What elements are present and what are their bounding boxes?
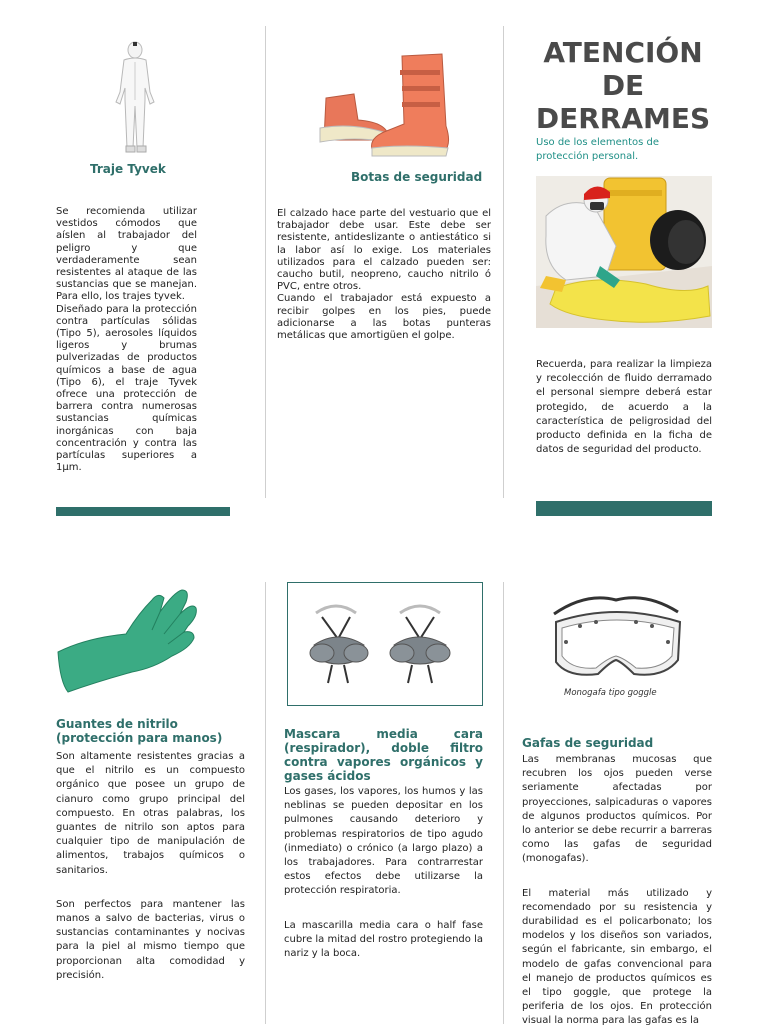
respirator-image: [287, 582, 483, 706]
nitrile-glove-image: [56, 586, 198, 698]
safety-boots-image: [314, 48, 456, 158]
goggles-image: [546, 582, 688, 686]
goggles-paragraph-2: El material más utilizado y recomendado por su resistencia y durabilidad es el policarbonato; los modelos y los diseños son variados, según el fabricante, sin embargo, el modelo de gafas convencional para el manejo de productos químicos es el tipo goggle, que protege la periferia de los ojos. En protección visual la norma para las gafas es la: [522, 887, 712, 1027]
cover-subtitle: Uso de los elementos de protección personal.: [536, 137, 660, 162]
cover-note: Recuerda, para realizar la limpieza y recolección de fluido derramado el personal siempre deberá estar protegido, de acuerdo a la característica de peligrosidad del producto definida en la ficha de datos de seguridad del producto.: [536, 359, 712, 456]
tyvek-text: [56, 206, 197, 474]
cover-title-line-2: DE: [601, 69, 645, 102]
cover-title-line-1: ATENCIÓN: [543, 36, 703, 69]
boots-text: [277, 208, 491, 342]
boots-title: Botas de seguridad: [351, 170, 483, 184]
tyvek-title: Traje Tyvek: [90, 162, 166, 176]
boots-paragraph-2: Cuando el trabajador está expuesto a recibir golpes en los pies, puede adicionarse a las botas punteras metálicas que amortigüen el golpe.: [277, 293, 491, 342]
goggles-paragraph-1: Las membranas mucosas que recubren los ojos pueden verse seriamente afectadas por proyecciones, salpicaduras o vapores de algunos productos químicos. Por lo anterior se debe recurrir a barreras como las gafas de seguridad (monogafas).: [522, 754, 712, 865]
gloves-title: Guantes de nitrilo (protección para manos): [56, 717, 223, 745]
column-divider-1: [265, 26, 266, 498]
tyvek-suit-image: [110, 40, 160, 156]
column-divider-3: [265, 582, 266, 1024]
gloves-paragraph-1: Son altamente resistentes gracias a que el nitrilo es un compuesto orgánico que posee un grupo de cianuro como grupo principal del compuesto. En otras palabras, los guantes de nitrilo son aptos para cualquier tipo de manipulación de alimentos, trabajos químicos o sanitarios.: [56, 751, 245, 876]
gloves-paragraph-2: Son perfectos para mantener las manos a salvo de bacterias, virus o sustancias contaminantes y nocivas para la piel al mismo tiempo que proporcionan alta comodidad y precisión.: [56, 898, 245, 981]
cover-title-line-3: DERRAMES: [535, 102, 711, 135]
tyvek-paragraph-1: Se recomienda utilizar vestidos cómodos que aíslen al trabajador del peligro y que verdaderamente sean resistentes al ataque de las sustancias que se manejan. Para ello, los trajes tyvek.: [56, 206, 197, 303]
column-divider-4: [503, 582, 504, 1024]
respirator-title: Mascara media cara (respirador), doble filtro contra vapores orgánicos y gases ácidos: [284, 727, 483, 783]
tyvek-accent-bar: [56, 507, 230, 516]
cover-title: [520, 36, 726, 135]
gloves-text: [56, 750, 245, 983]
cover-accent-bar: [536, 501, 712, 516]
boots-paragraph-1: El calzado hace parte del vestuario que el trabajador debe usar. Este debe ser resistente, antideslizante o antiestático si la labor así lo exige. Los materiales utilizados para el calzado pueden ser: caucho butil, neopreno, caucho nitrilo ó PVC, entre otros.: [277, 208, 491, 293]
respirator-paragraph-1: Los gases, los vapores, los humos y las neblinas se pueden depositar en los pulmones causando deterioro y problemas respiratorios de tipo agudo (inmediato) o crónico (a largo plazo) a los trabajadores. Para contrarrestar estos efectos debe utilizarse la protección respiratoria.: [284, 786, 483, 897]
column-divider-2: [503, 26, 504, 498]
tyvek-paragraph-2: Diseñado para la protección contra partículas sólidas (Tipo 5), aerosoles líquidos ligeros y brumas pulverizadas de productos químicos a base de agua (Tipo 6), el traje Tyvek ofrece una protección de barrera contra numerosas sustancias químicas inorgánicas con baja concentración y contra las partículas superiores a 1µm.: [56, 303, 197, 474]
spill-cleanup-image: [536, 176, 712, 328]
respirator-text: [284, 785, 483, 961]
respirator-paragraph-2: La mascarilla media cara o half fase cubre la mitad del rostro protegiendo la nariz y la boca.: [284, 919, 483, 960]
goggles-caption: Monogafa tipo goggle: [564, 688, 657, 698]
goggles-title: Gafas de seguridad: [522, 736, 654, 750]
goggles-text: [522, 753, 712, 1029]
